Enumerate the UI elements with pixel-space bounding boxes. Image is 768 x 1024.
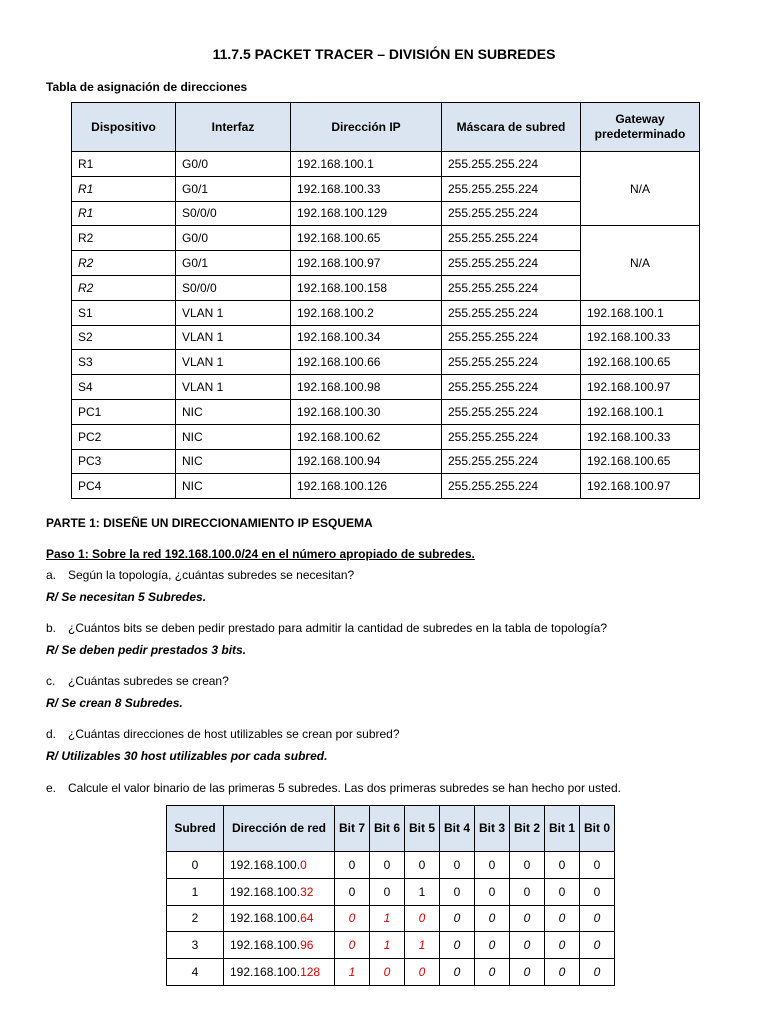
cell-bit: 0 [545, 905, 580, 932]
cell-subnet: 1 [167, 878, 224, 905]
cell-bit: 0 [475, 932, 510, 959]
answer-b: R/ Se deben pedir prestados 3 bits. [46, 643, 247, 657]
network-octet: 128 [300, 965, 321, 980]
cell-bit: 0 [510, 959, 545, 986]
cell-bit: 0 [545, 932, 580, 959]
cell-gateway-na: N/A [581, 152, 700, 226]
col-header-gateway: Gateway predeterminado [581, 103, 700, 152]
table-row [72, 375, 700, 400]
cell-ip: 192.168.100.65 [291, 226, 442, 251]
cell-bit: 0 [580, 852, 615, 879]
table-row [72, 300, 700, 325]
cell-bit: 0 [510, 932, 545, 959]
cell-interface: VLAN 1 [176, 350, 291, 375]
page-title: 11.7.5 PACKET TRACER – DIVISIÓN EN SUBREDES [212, 46, 556, 62]
cell-gateway-na: N/A [581, 226, 700, 300]
cell-ip: 192.168.100.98 [291, 375, 442, 400]
col-header-interface: Interfaz [176, 103, 291, 152]
answer-d: R/ Utilizables 30 host utilizables por cada subred. [46, 749, 328, 763]
question-b [46, 621, 607, 635]
cell-ip: 192.168.100.66 [291, 350, 442, 375]
cell-interface: NIC [176, 424, 291, 449]
cell-interface: NIC [176, 449, 291, 474]
table-row [72, 325, 700, 350]
network-octet: 0 [300, 857, 307, 872]
cell-gateway: 192.168.100.65 [581, 350, 700, 375]
cell-ip: 192.168.100.30 [291, 399, 442, 424]
cell-mask: 255.255.255.224 [442, 152, 581, 177]
col-header-bit7: Bit 7 [335, 806, 370, 852]
cell-mask: 255.255.255.224 [442, 176, 581, 201]
cell-network [224, 852, 335, 879]
cell-bit: 0 [440, 852, 475, 879]
col-header-bit2: Bit 2 [510, 806, 545, 852]
question-letter: d. [46, 727, 57, 741]
question-a [46, 568, 354, 582]
table-row [72, 152, 700, 177]
cell-ip: 192.168.100.129 [291, 201, 442, 226]
question-letter: a. [46, 568, 57, 582]
table-row [167, 905, 615, 932]
network-prefix: 192.168.100. [230, 965, 301, 980]
cell-ip: 192.168.100.158 [291, 275, 442, 300]
cell-bit: 0 [475, 878, 510, 905]
cell-subnet: 0 [167, 852, 224, 879]
network-octet: 96 [300, 938, 314, 953]
cell-mask: 255.255.255.224 [442, 449, 581, 474]
cell-mask: 255.255.255.224 [442, 275, 581, 300]
cell-gateway: 192.168.100.97 [581, 375, 700, 400]
question-letter: b. [46, 621, 57, 635]
table-row [72, 474, 700, 499]
cell-bit: 0 [335, 905, 370, 932]
table-row [167, 959, 615, 986]
cell-mask: 255.255.255.224 [442, 424, 581, 449]
cell-mask: 255.255.255.224 [442, 474, 581, 499]
cell-ip: 192.168.100.94 [291, 449, 442, 474]
cell-interface: G0/1 [176, 251, 291, 276]
subnet-table [166, 805, 615, 986]
cell-bit: 0 [475, 905, 510, 932]
table-row [72, 350, 700, 375]
cell-ip: 192.168.100.97 [291, 251, 442, 276]
col-header-bit3: Bit 3 [475, 806, 510, 852]
cell-mask: 255.255.255.224 [442, 251, 581, 276]
cell-bit: 0 [405, 852, 440, 879]
col-header-network: Dirección de red [224, 806, 335, 852]
cell-ip: 192.168.100.1 [291, 152, 442, 177]
cell-bit: 0 [580, 905, 615, 932]
cell-ip: 192.168.100.2 [291, 300, 442, 325]
question-text: ¿Cuántas direcciones de host utilizables se crean por subred? [68, 727, 400, 741]
network-prefix: 192.168.100. [230, 938, 301, 953]
cell-bit: 0 [510, 878, 545, 905]
cell-device: R2 [72, 275, 176, 300]
table-row [72, 449, 700, 474]
step1-heading: Paso 1: Sobre la red 192.168.100.0/24 en el número apropiado de subredes. [46, 547, 475, 561]
cell-subnet: 2 [167, 905, 224, 932]
col-header-ip: Dirección IP [291, 103, 442, 152]
cell-bit: 0 [440, 905, 475, 932]
question-c [46, 674, 229, 688]
address-table-caption: Tabla de asignación de direcciones [46, 80, 248, 94]
cell-gateway: 192.168.100.1 [581, 399, 700, 424]
network-prefix: 192.168.100. [230, 911, 301, 926]
cell-device: S1 [72, 300, 176, 325]
cell-bit: 0 [335, 932, 370, 959]
cell-ip: 192.168.100.62 [291, 424, 442, 449]
col-header-subnet: Subred [167, 806, 224, 852]
cell-interface: S0/0/0 [176, 201, 291, 226]
cell-bit: 0 [405, 959, 440, 986]
network-octet: 64 [300, 911, 314, 926]
cell-bit: 0 [370, 852, 405, 879]
question-letter: c. [46, 674, 56, 688]
cell-bit: 0 [370, 959, 405, 986]
cell-network [224, 878, 335, 905]
cell-ip: 192.168.100.126 [291, 474, 442, 499]
cell-mask: 255.255.255.224 [442, 201, 581, 226]
cell-interface: VLAN 1 [176, 375, 291, 400]
cell-bit: 1 [405, 932, 440, 959]
cell-device: PC2 [72, 424, 176, 449]
question-d [46, 727, 400, 741]
cell-device: S3 [72, 350, 176, 375]
cell-gateway: 192.168.100.65 [581, 449, 700, 474]
cell-device: PC4 [72, 474, 176, 499]
cell-interface: VLAN 1 [176, 325, 291, 350]
cell-ip: 192.168.100.34 [291, 325, 442, 350]
address-table [71, 102, 700, 499]
cell-bit: 1 [370, 905, 405, 932]
cell-bit: 0 [370, 878, 405, 905]
cell-device: S2 [72, 325, 176, 350]
cell-mask: 255.255.255.224 [442, 300, 581, 325]
table-row [72, 399, 700, 424]
table-row [167, 878, 615, 905]
cell-bit: 1 [370, 932, 405, 959]
cell-bit: 0 [545, 959, 580, 986]
cell-gateway: 192.168.100.97 [581, 474, 700, 499]
cell-bit: 0 [580, 932, 615, 959]
cell-device: R1 [72, 176, 176, 201]
cell-bit: 0 [545, 852, 580, 879]
cell-gateway: 192.168.100.33 [581, 424, 700, 449]
question-e [46, 781, 621, 795]
answer-c: R/ Se crean 8 Subredes. [46, 696, 183, 710]
cell-subnet: 3 [167, 932, 224, 959]
cell-device: R1 [72, 152, 176, 177]
cell-mask: 255.255.255.224 [442, 350, 581, 375]
cell-interface: VLAN 1 [176, 300, 291, 325]
network-prefix: 192.168.100. [230, 884, 301, 899]
question-text: Calcule el valor binario de las primeras 5 subredes. Las dos primeras subredes se han hecho por usted. [68, 781, 621, 795]
cell-interface: NIC [176, 399, 291, 424]
cell-bit: 0 [580, 959, 615, 986]
cell-interface: G0/0 [176, 152, 291, 177]
cell-mask: 255.255.255.224 [442, 399, 581, 424]
cell-bit: 0 [510, 852, 545, 879]
table-row [72, 424, 700, 449]
network-prefix: 192.168.100. [230, 857, 301, 872]
cell-subnet: 4 [167, 959, 224, 986]
cell-bit: 0 [475, 852, 510, 879]
cell-network [224, 905, 335, 932]
cell-bit: 0 [440, 878, 475, 905]
col-header-device: Dispositivo [72, 103, 176, 152]
cell-interface: G0/0 [176, 226, 291, 251]
cell-mask: 255.255.255.224 [442, 226, 581, 251]
cell-network [224, 932, 335, 959]
cell-interface: S0/0/0 [176, 275, 291, 300]
col-header-mask: Máscara de subred [442, 103, 581, 152]
cell-device: R1 [72, 201, 176, 226]
cell-gateway: 192.168.100.1 [581, 300, 700, 325]
network-octet: 32 [300, 884, 314, 899]
cell-bit: 0 [335, 878, 370, 905]
table-row [72, 226, 700, 251]
cell-device: S4 [72, 375, 176, 400]
cell-mask: 255.255.255.224 [442, 325, 581, 350]
col-header-bit6: Bit 6 [370, 806, 405, 852]
cell-device: PC1 [72, 399, 176, 424]
part1-heading: PARTE 1: DISEÑE UN DIRECCIONAMIENTO IP ESQUEMA [46, 516, 373, 530]
question-letter: e. [46, 781, 57, 795]
cell-bit: 0 [405, 905, 440, 932]
cell-bit: 0 [440, 932, 475, 959]
cell-bit: 0 [580, 878, 615, 905]
table-row [167, 852, 615, 879]
col-header-bit5: Bit 5 [405, 806, 440, 852]
cell-interface: NIC [176, 474, 291, 499]
table-row [167, 932, 615, 959]
question-text: ¿Cuántas subredes se crean? [68, 674, 229, 688]
cell-gateway: 192.168.100.33 [581, 325, 700, 350]
cell-network [224, 959, 335, 986]
cell-bit: 0 [545, 878, 580, 905]
cell-bit: 0 [475, 959, 510, 986]
question-text: ¿Cuántos bits se deben pedir prestado para admitir la cantidad de subredes en la tabla de topología? [68, 621, 608, 635]
cell-device: R2 [72, 226, 176, 251]
col-header-bit0: Bit 0 [580, 806, 615, 852]
cell-device: R2 [72, 251, 176, 276]
col-header-bit4: Bit 4 [440, 806, 475, 852]
cell-bit: 0 [510, 905, 545, 932]
cell-device: PC3 [72, 449, 176, 474]
cell-mask: 255.255.255.224 [442, 375, 581, 400]
cell-ip: 192.168.100.33 [291, 176, 442, 201]
col-header-bit1: Bit 1 [545, 806, 580, 852]
cell-bit: 0 [335, 852, 370, 879]
answer-a: R/ Se necesitan 5 Subredes. [46, 590, 207, 604]
cell-interface: G0/1 [176, 176, 291, 201]
cell-bit: 1 [405, 878, 440, 905]
cell-bit: 1 [335, 959, 370, 986]
question-text: Según la topología, ¿cuántas subredes se necesitan? [68, 568, 355, 582]
cell-bit: 0 [440, 959, 475, 986]
